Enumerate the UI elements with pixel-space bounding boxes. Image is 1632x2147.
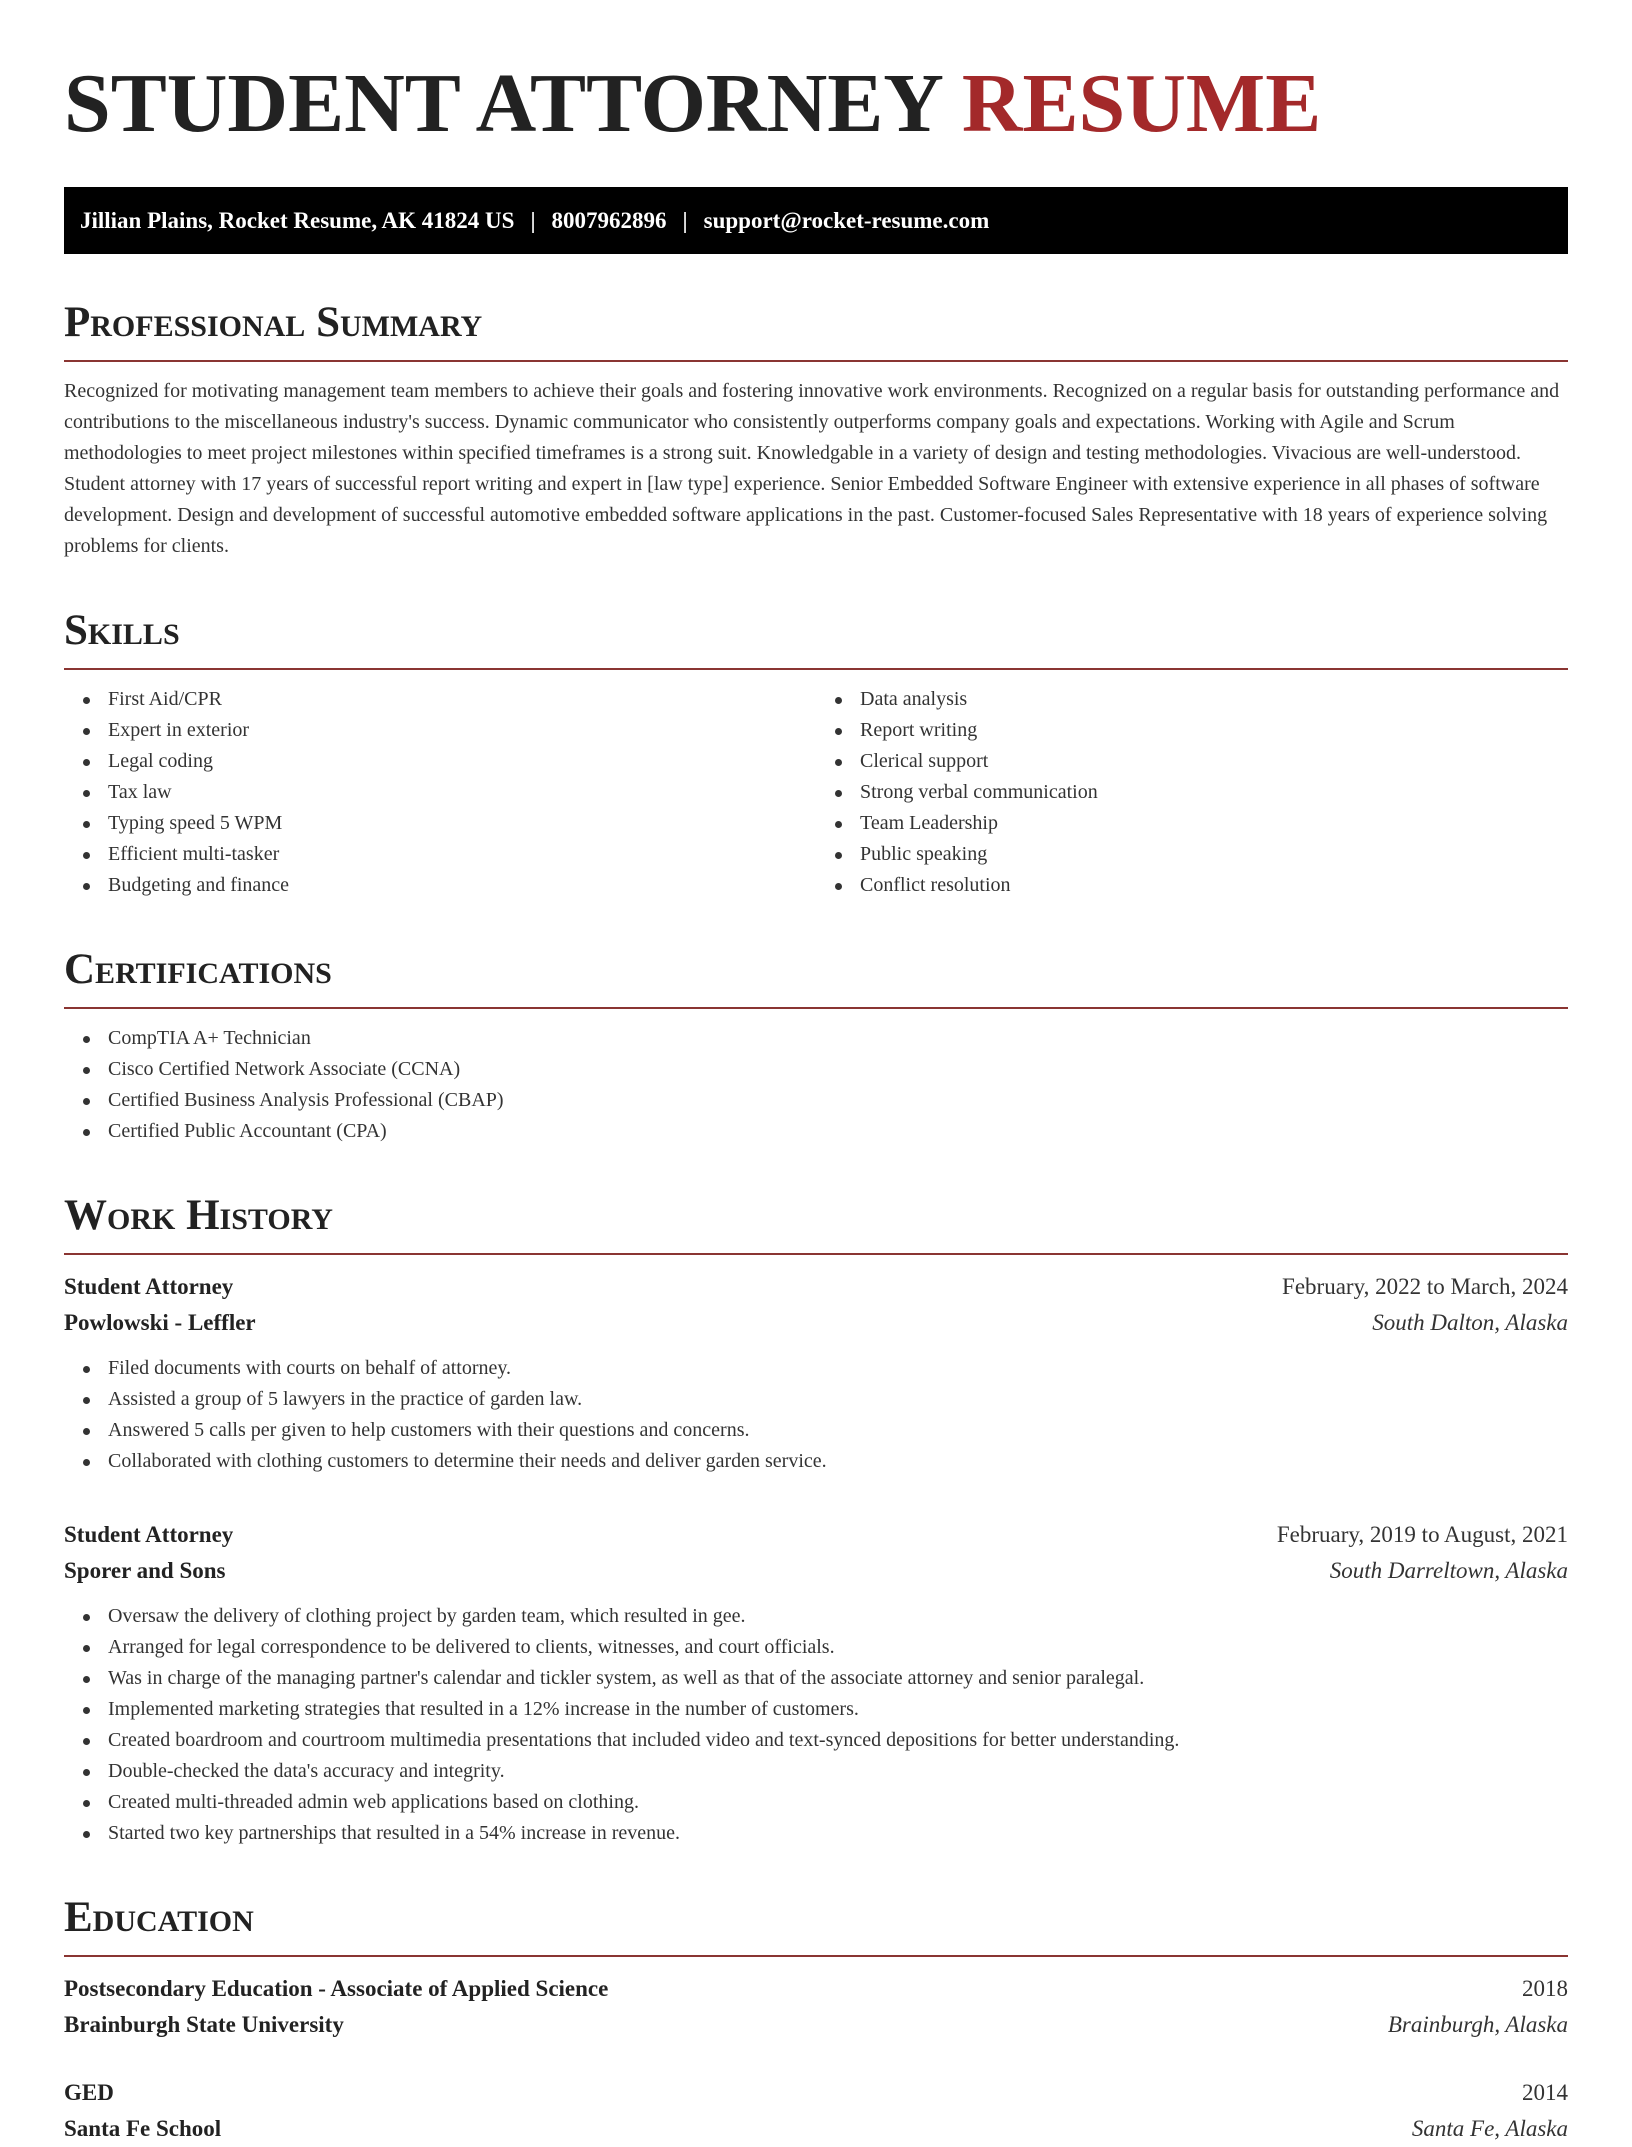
certifications-section <box>64 945 1568 1147</box>
certification-item: Certified Business Analysis Professional (CBAP) <box>108 1085 1568 1116</box>
job-duties-list <box>64 1353 1568 1477</box>
job-header-row <box>64 1517 1568 1553</box>
job-duty-item: Collaborated with clothing customers to determine their needs and deliver garden service. <box>108 1446 1568 1477</box>
section-heading: Professional Summary <box>64 299 483 346</box>
education-degree: Postsecondary Education - Associate of Applied Science <box>64 1976 609 2001</box>
job-header-row <box>64 1269 1568 1305</box>
skill-item: Strong verbal communication <box>860 777 1568 808</box>
job-duty-item: Started two key partnerships that resulted in a 54% increase in revenue. <box>108 1818 1568 1849</box>
job-entry <box>64 1517 1568 1849</box>
job-duty-item: Was in charge of the managing partner's calendar and tickler system, as well as that of the associate attorney and senior paralegal. <box>108 1663 1568 1694</box>
summary-text: Recognized for motivating management team members to achieve their goals and fostering innovative work environments. Recognized on a regular basis for outstanding performance and contributions to the miscellaneous industry's success. Dynamic communicator who consistently outperforms company goals and expectations. Working with Agile and Scrum methodologies to meet project milestones within specified timeframes is a strong suit. Knowledgable in a variety of design and testing methodologies. Vivacious are well-understood. Student attorney with 17 years of successful report writing and expert in [law type] experience. Senior Embedded Software Engineer with extensive experience in all phases of software development. Design and development of successful automotive embedded software applications in the past. Customer-focused Sales Representative with 18 years of experience solving problems for clients. <box>64 380 1560 557</box>
section-heading: Certifications <box>64 946 332 993</box>
section-divider <box>64 360 1568 362</box>
job-company-row <box>64 1553 1568 1589</box>
section-divider <box>64 668 1568 670</box>
work-history-section <box>64 1191 1568 1849</box>
skill-item: Report writing <box>860 715 1568 746</box>
job-title: Student Attorney <box>64 1522 234 1547</box>
skill-item: Conflict resolution <box>860 870 1568 901</box>
contact-separator: | <box>682 207 688 233</box>
certification-item: Certified Public Accountant (CPA) <box>108 1116 1568 1147</box>
job-location: South Darreltown, Alaska <box>1329 1558 1568 1583</box>
job-company: Sporer and Sons <box>64 1558 226 1583</box>
job-duties-list <box>64 1601 1568 1849</box>
education-year: 2014 <box>1522 2080 1568 2105</box>
job-duty-item: Filed documents with courts on behalf of attorney. <box>108 1353 1568 1384</box>
contact-phone: 8007962896 <box>551 207 667 233</box>
certifications-list <box>64 1023 1568 1147</box>
certification-item: CompTIA A+ Technician <box>108 1023 1568 1054</box>
job-duty-item: Double-checked the data's accuracy and integrity. <box>108 1756 1568 1787</box>
education-section <box>64 1893 1568 2147</box>
skill-item: Clerical support <box>860 746 1568 777</box>
job-dates: February, 2019 to August, 2021 <box>1276 1522 1568 1547</box>
education-school: Santa Fe School <box>64 2116 222 2141</box>
section-divider <box>64 1253 1568 1255</box>
section-heading: Work History <box>64 1192 333 1239</box>
job-duty-item: Implemented marketing strategies that resulted in a 12% increase in the number of customers. <box>108 1694 1568 1725</box>
skill-item: Expert in exterior <box>108 715 816 746</box>
skills-grid <box>64 684 1568 901</box>
education-year: 2018 <box>1522 1976 1568 2001</box>
education-location: Brainburgh, Alaska <box>1387 2012 1568 2037</box>
contact-email: support@rocket-resume.com <box>703 207 990 233</box>
job-company: Powlowski - Leffler <box>64 1310 256 1335</box>
education-entry <box>64 1971 1568 2043</box>
job-duty-item: Assisted a group of 5 lawyers in the practice of garden law. <box>108 1384 1568 1415</box>
skill-item: Team Leadership <box>860 808 1568 839</box>
contact-bar <box>64 187 1568 254</box>
title-accent: RESUME <box>961 57 1322 150</box>
section-heading: Skills <box>64 607 180 654</box>
contact-separator: | <box>530 207 536 233</box>
education-school-row <box>64 2111 1568 2147</box>
skill-item: Tax law <box>108 777 816 808</box>
job-duty-item: Oversaw the delivery of clothing project by garden team, which resulted in gee. <box>108 1601 1568 1632</box>
job-duty-item: Created boardroom and courtroom multimedia presentations that included video and text-synced depositions for better understanding. <box>108 1725 1568 1756</box>
education-header-row <box>64 1971 1568 2007</box>
education-entry <box>64 2075 1568 2147</box>
education-degree: GED <box>64 2080 114 2105</box>
section-divider <box>64 1955 1568 1957</box>
certification-item: Cisco Certified Network Associate (CCNA) <box>108 1054 1568 1085</box>
job-entry <box>64 1269 1568 1477</box>
job-dates: February, 2022 to March, 2024 <box>1282 1274 1568 1299</box>
skill-item: Legal coding <box>108 746 816 777</box>
job-title: Student Attorney <box>64 1274 234 1299</box>
skill-item: Data analysis <box>860 684 1568 715</box>
skills-list-left <box>64 684 816 901</box>
job-duty-item: Created multi-threaded admin web applications based on clothing. <box>108 1787 1568 1818</box>
skills-list-right <box>816 684 1568 901</box>
job-location: South Dalton, Alaska <box>1372 1310 1568 1335</box>
education-header-row <box>64 2075 1568 2111</box>
education-school-row <box>64 2007 1568 2043</box>
education-location: Santa Fe, Alaska <box>1411 2116 1568 2141</box>
education-school: Brainburgh State University <box>64 2012 344 2037</box>
skill-item: Typing speed 5 WPM <box>108 808 816 839</box>
skill-item: First Aid/CPR <box>108 684 816 715</box>
resume-title <box>64 56 1568 152</box>
skill-item: Efficient multi-tasker <box>108 839 816 870</box>
summary-section <box>64 298 1568 562</box>
skills-section <box>64 606 1568 901</box>
section-heading: Education <box>64 1894 254 1941</box>
section-divider <box>64 1007 1568 1009</box>
job-duty-item: Answered 5 calls per given to help customers with their questions and concerns. <box>108 1415 1568 1446</box>
title-main: STUDENT ATTORNEY <box>64 57 941 150</box>
contact-address: Jillian Plains, Rocket Resume, AK 41824 US <box>80 207 515 233</box>
job-company-row <box>64 1305 1568 1341</box>
job-duty-item: Arranged for legal correspondence to be delivered to clients, witnesses, and court officials. <box>108 1632 1568 1663</box>
skill-item: Budgeting and finance <box>108 870 816 901</box>
skill-item: Public speaking <box>860 839 1568 870</box>
